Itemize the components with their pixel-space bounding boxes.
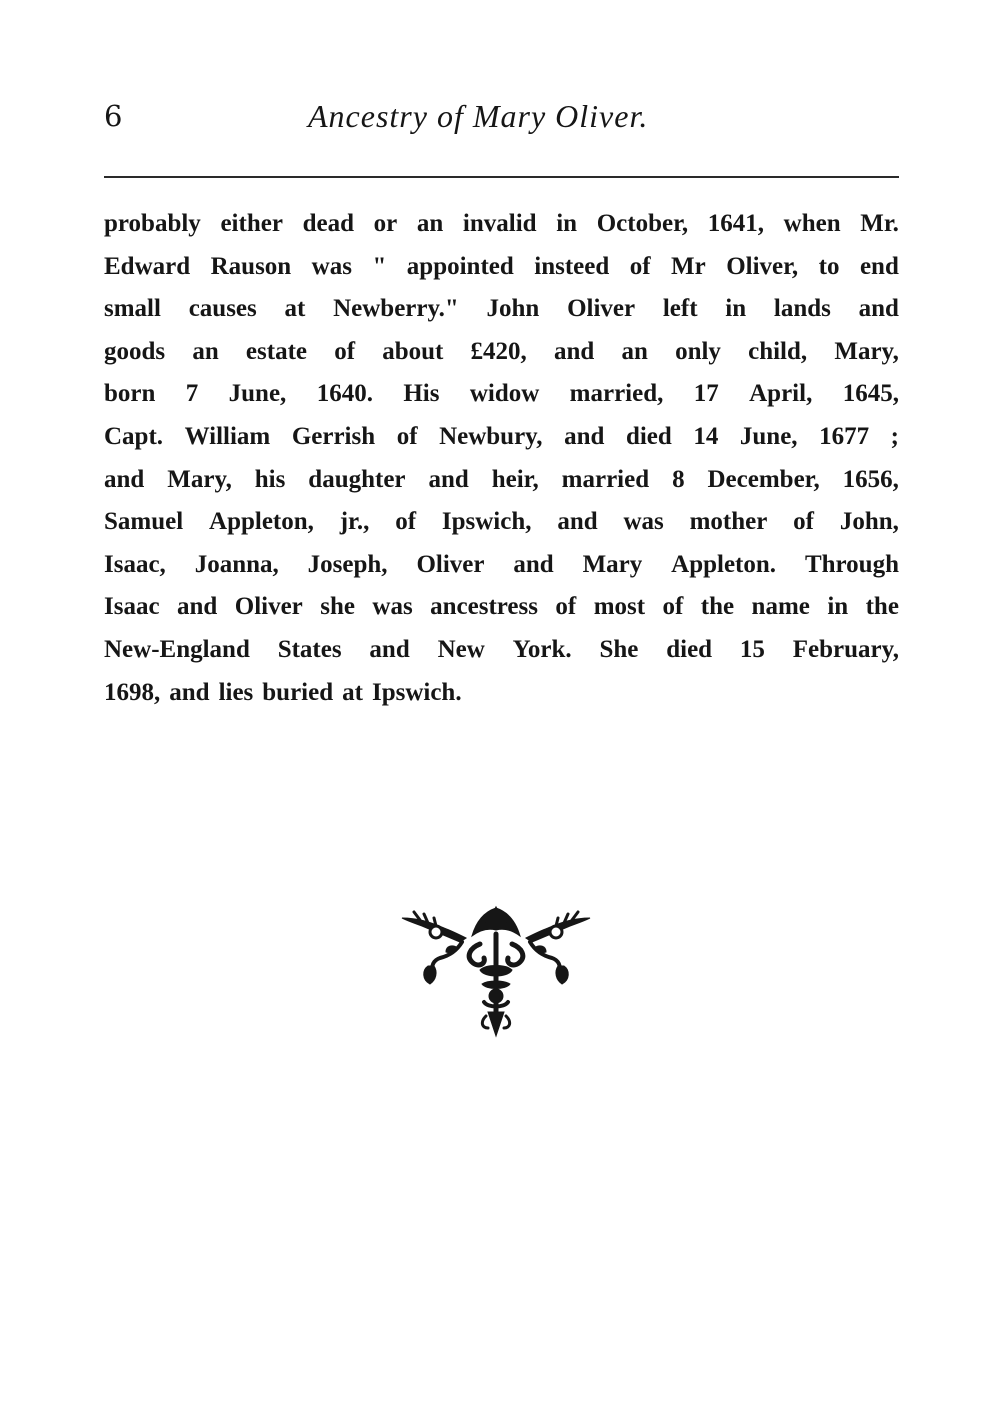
text-line xyxy=(104,331,899,374)
word: ancestress xyxy=(430,593,538,621)
word: causes xyxy=(188,295,257,323)
word: Mr xyxy=(671,252,706,280)
word: Joanna, xyxy=(194,550,279,578)
text-line xyxy=(104,203,899,246)
word: October, xyxy=(596,210,689,237)
word: about xyxy=(382,337,444,365)
header-rule xyxy=(104,176,899,178)
word: June, xyxy=(228,380,287,408)
word: States xyxy=(277,635,342,663)
word: in xyxy=(556,210,578,237)
word: lands xyxy=(773,295,831,323)
word: 1640. xyxy=(316,380,373,408)
word: Mr. xyxy=(860,210,899,237)
word: New xyxy=(437,635,485,663)
word: and xyxy=(553,337,595,365)
word: mother xyxy=(689,508,768,536)
word: probably xyxy=(104,210,201,237)
word: Oliver xyxy=(567,295,636,323)
word: 7 xyxy=(185,380,199,408)
word: and xyxy=(369,635,410,663)
word: ; xyxy=(890,422,899,450)
word: was xyxy=(623,508,664,536)
word: of xyxy=(629,252,651,280)
word: 1641, xyxy=(707,210,765,237)
body-paragraph xyxy=(104,203,899,714)
word: of xyxy=(395,508,417,536)
text-line xyxy=(104,586,899,629)
word: Capt. xyxy=(104,422,164,450)
word: of xyxy=(555,593,577,621)
word: Oliver xyxy=(234,593,303,621)
word: died xyxy=(666,635,713,663)
word: at xyxy=(342,678,363,706)
word: 14 xyxy=(693,422,719,450)
word: York. xyxy=(512,635,572,663)
text-line xyxy=(104,373,899,416)
word: Mary, xyxy=(167,465,232,493)
word: June, xyxy=(739,422,798,450)
text-line xyxy=(104,459,899,502)
word: buried xyxy=(262,678,334,706)
word: or xyxy=(373,210,398,237)
word: Appleton. xyxy=(671,550,777,578)
text-line xyxy=(104,288,899,331)
word: His xyxy=(403,380,440,408)
text-line xyxy=(104,629,899,672)
word: child, xyxy=(748,337,808,365)
page-number: 6 xyxy=(104,99,123,133)
word: at xyxy=(284,295,306,323)
word: and xyxy=(564,422,605,450)
word: £420, xyxy=(470,337,527,365)
word: the xyxy=(865,593,899,621)
word: invalid xyxy=(462,210,537,237)
word: estate xyxy=(245,337,307,365)
word: 1645, xyxy=(842,380,899,408)
word: to xyxy=(818,252,840,280)
word: lies xyxy=(218,678,254,706)
word: John xyxy=(486,295,540,323)
word: and xyxy=(557,508,598,536)
word: died xyxy=(625,422,672,450)
word: February, xyxy=(792,635,899,663)
word: and xyxy=(428,465,469,493)
word: his xyxy=(254,465,286,493)
word: of xyxy=(793,508,814,536)
word: Gerrish xyxy=(291,422,376,450)
word: Isaac xyxy=(104,593,160,621)
word: Through xyxy=(804,550,899,578)
text-line xyxy=(104,544,899,587)
word: Newberry." xyxy=(333,295,459,323)
word: December, xyxy=(707,465,820,493)
word: married xyxy=(561,465,650,493)
word: goods xyxy=(104,337,166,365)
word: an xyxy=(621,337,648,365)
word: daughter xyxy=(308,465,406,493)
word: Isaac, xyxy=(104,550,166,578)
floral-tailpiece-icon xyxy=(400,904,592,1038)
word: was xyxy=(311,252,352,280)
word: and xyxy=(104,465,145,493)
word: she xyxy=(320,593,355,621)
word: name xyxy=(751,593,810,621)
word: and xyxy=(858,295,899,323)
word: 1698, xyxy=(104,678,161,706)
word: of xyxy=(396,422,418,450)
word: Oliver, xyxy=(726,252,799,280)
word: in xyxy=(725,295,747,323)
word: Joseph, xyxy=(307,550,388,578)
word: Ipswich, xyxy=(441,508,532,536)
word: in xyxy=(827,593,849,621)
word: 15 xyxy=(739,635,765,663)
word: Mary xyxy=(582,550,643,578)
word: the xyxy=(700,593,735,621)
word: was xyxy=(372,593,413,621)
word: " xyxy=(372,252,387,280)
word: Samuel xyxy=(104,508,184,536)
running-title: Ancestry of Mary Oliver. xyxy=(308,98,649,134)
word: of xyxy=(334,337,356,365)
word: widow xyxy=(469,380,540,408)
word: of xyxy=(662,593,684,621)
word: New-England xyxy=(104,635,250,663)
word: and xyxy=(177,593,218,621)
text-line xyxy=(104,246,899,289)
word: Oliver xyxy=(416,550,485,578)
word: 8 xyxy=(672,465,685,493)
word: dead xyxy=(302,210,354,237)
word: most xyxy=(593,593,646,621)
word: Ipswich. xyxy=(371,678,462,706)
word: Edward xyxy=(104,252,191,280)
word: She xyxy=(599,635,639,663)
word: Newbury, xyxy=(439,422,543,450)
word: appointed xyxy=(406,252,514,280)
word: 17 xyxy=(693,380,719,408)
text-line xyxy=(104,416,899,459)
word: small xyxy=(104,295,161,323)
word: April, xyxy=(749,380,813,408)
text-line xyxy=(104,672,899,715)
word: either xyxy=(220,210,283,237)
word: an xyxy=(192,337,219,365)
word: when xyxy=(783,210,841,237)
word: an xyxy=(416,210,444,237)
word: and xyxy=(513,550,554,578)
word: 1656, xyxy=(842,465,899,493)
word: end xyxy=(859,252,899,280)
word: Rauson xyxy=(210,252,292,280)
word: heir, xyxy=(491,465,539,493)
running-head xyxy=(104,96,899,144)
word: left xyxy=(662,295,698,323)
word: 1677 xyxy=(819,422,870,450)
word: married, xyxy=(569,380,664,408)
word: Appleton, xyxy=(209,508,314,536)
text-line xyxy=(104,501,899,544)
word: insteed xyxy=(534,252,610,280)
word: born xyxy=(104,380,156,408)
word: and xyxy=(169,678,210,706)
word: jr., xyxy=(339,508,370,536)
word: William xyxy=(184,422,271,450)
word: only xyxy=(675,337,721,365)
word: John, xyxy=(839,508,899,536)
word: Mary, xyxy=(834,337,899,365)
